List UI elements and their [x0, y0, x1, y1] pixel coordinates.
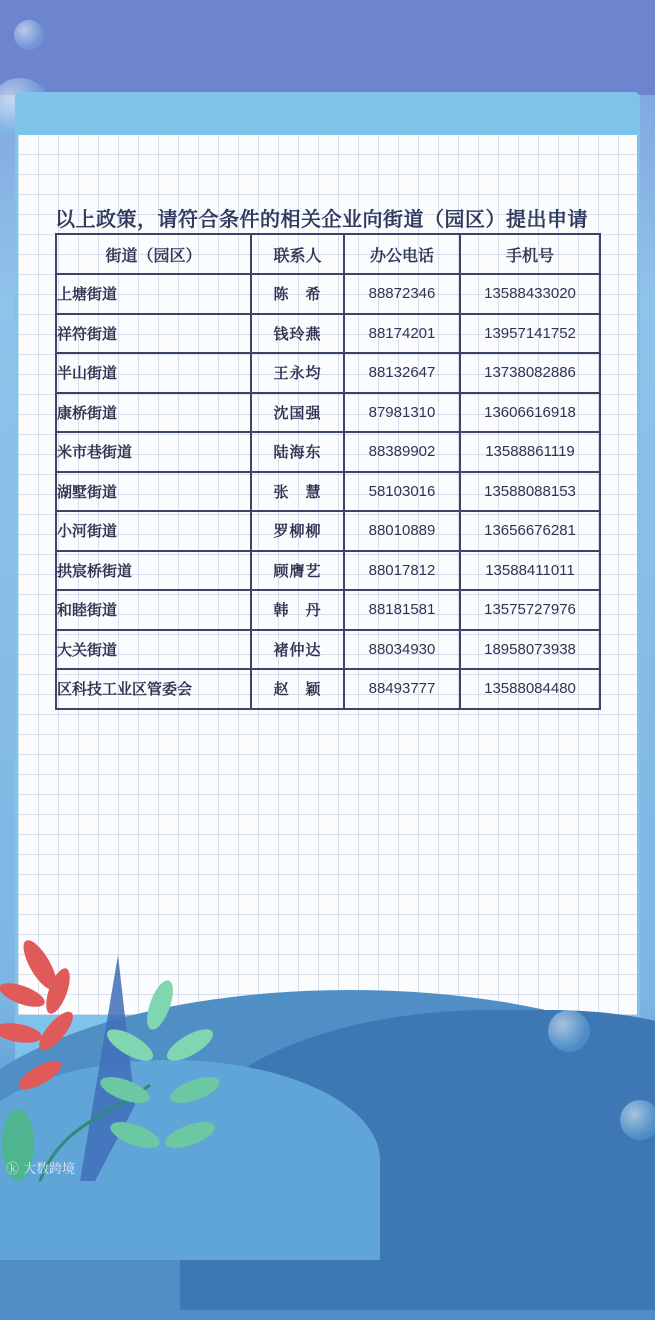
table-row [56, 590, 600, 630]
cell-mobile: 13588411011 [460, 551, 600, 591]
header-band [0, 0, 655, 95]
header-street: 街道（园区） [56, 234, 251, 274]
cell-mobile: 13738082886 [460, 353, 600, 393]
table-row [56, 432, 600, 472]
table-row [56, 314, 600, 354]
cell-office-phone: 88389902 [344, 432, 460, 472]
table-row [56, 393, 600, 433]
cell-mobile: 13588433020 [460, 274, 600, 314]
cell-office-phone: 88017812 [344, 551, 460, 591]
watermark [6, 1158, 75, 1177]
header-contact: 联系人 [251, 234, 344, 274]
cell-mobile: 13656676281 [460, 511, 600, 551]
table-row [56, 353, 600, 393]
cell-office-phone: 88132647 [344, 353, 460, 393]
table-header-row [56, 234, 600, 274]
cell-mobile: 13575727976 [460, 590, 600, 630]
bubble-decoration [548, 1010, 590, 1052]
cell-contact: 褚仲达 [251, 630, 344, 670]
header-office-phone: 办公电话 [344, 234, 460, 274]
cell-street: 米市巷街道 [56, 432, 251, 472]
cell-contact: 陈 希 [251, 274, 344, 314]
cell-contact: 张 慧 [251, 472, 344, 512]
table-row [56, 630, 600, 670]
cell-street: 区科技工业区管委会 [56, 669, 251, 709]
cell-mobile: 13588084480 [460, 669, 600, 709]
table-row [56, 669, 600, 709]
cell-mobile: 13606616918 [460, 393, 600, 433]
contact-table [55, 233, 601, 710]
watermark-text: 大数跨境 [23, 1162, 76, 1177]
cell-street: 半山街道 [56, 353, 251, 393]
cell-office-phone: 88493777 [344, 669, 460, 709]
cell-contact: 韩 丹 [251, 590, 344, 630]
cell-office-phone: 88872346 [344, 274, 460, 314]
cell-street: 拱宸桥街道 [56, 551, 251, 591]
cell-office-phone: 88034930 [344, 630, 460, 670]
cell-mobile: 18958073938 [460, 630, 600, 670]
watermark-logo-icon: ⓚ [6, 1162, 20, 1177]
table-row [56, 274, 600, 314]
leaf-decoration-icon [0, 925, 240, 1181]
table-row [56, 472, 600, 512]
table-row [56, 511, 600, 551]
cell-street: 和睦街道 [56, 590, 251, 630]
cell-contact: 钱玲燕 [251, 314, 344, 354]
cell-contact: 沈国强 [251, 393, 344, 433]
cell-office-phone: 88010889 [344, 511, 460, 551]
cell-contact: 陆海东 [251, 432, 344, 472]
bubble-decoration [620, 1100, 655, 1140]
cell-street: 康桥街道 [56, 393, 251, 433]
bubble-decoration [14, 20, 44, 50]
cell-contact: 顾膺艺 [251, 551, 344, 591]
page-title: 以上政策，请符合条件的相关企业向街道（园区）提出申请 [55, 207, 588, 231]
cell-street: 上塘街道 [56, 274, 251, 314]
cell-office-phone: 88181581 [344, 590, 460, 630]
table-row [56, 551, 600, 591]
cell-office-phone: 87981310 [344, 393, 460, 433]
cell-street: 小河街道 [56, 511, 251, 551]
cell-contact: 王永均 [251, 353, 344, 393]
cell-contact: 赵 颖 [251, 669, 344, 709]
cell-street: 大关街道 [56, 630, 251, 670]
cell-mobile: 13957141752 [460, 314, 600, 354]
cell-contact: 罗柳柳 [251, 511, 344, 551]
cell-mobile: 13588861119 [460, 432, 600, 472]
cell-office-phone: 88174201 [344, 314, 460, 354]
cell-mobile: 13588088153 [460, 472, 600, 512]
cell-street: 祥符街道 [56, 314, 251, 354]
header-mobile: 手机号 [460, 234, 600, 274]
cell-street: 湖墅街道 [56, 472, 251, 512]
cell-office-phone: 58103016 [344, 472, 460, 512]
